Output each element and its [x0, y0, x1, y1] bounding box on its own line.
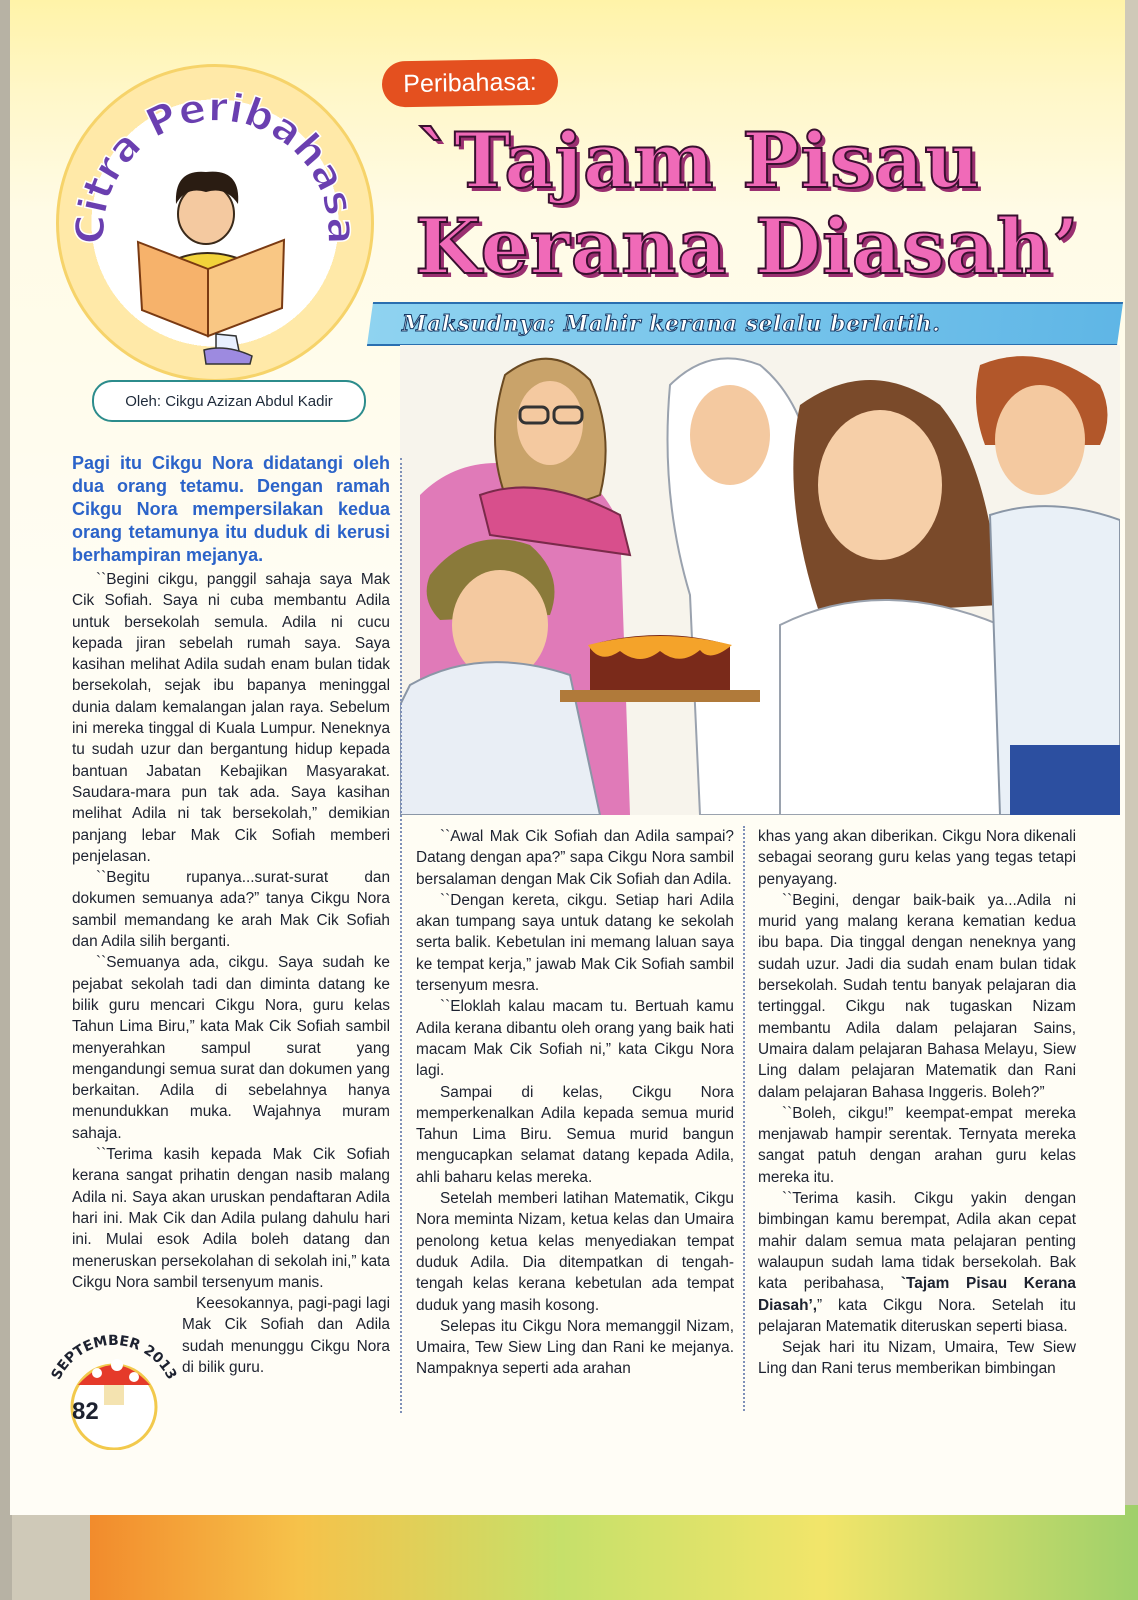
article-column-3 [758, 826, 1076, 1380]
paragraph: ``Terima kasih kepada Mak Cik Sofiah kerana sangat prihatin dengan nasib malang Adila ni. Saya akan uruskan pendaftaran Adila hari ini. Mak Cik dan Adila pulang dahulu hari ini. Mulai esok Adila boleh datang dan meneruskan persekolahan di sekolah ini,” kata Cikgu Nora sambil tersenyum manis. [72, 1146, 390, 1291]
paragraph: ``Begini cikgu, panggil sahaja saya Mak Cik Sofiah. Saya ni cuba membantu Adila untuk bersekolah semula. Adila ni cucu kepada jiran sebelah rumah saya. Saya kasihan melihat Adila sudah enam bulan tidak bersekolah, sejak ibu bapanya meninggal dunia dalam kemalangan jalan raya. Sebelum ini mereka tinggal di Kuala Lumpur. Neneknya tu sudah uzur dan bergantung hidup kepada bantuan Jabatan Kebajikan Masyarakat. Saudara-mara pun tak ada. Saya kasihan melihat Adila ni tak bersekolah,” demikian panjang lebar Mak Cik Sofiah memberi penjelasan. [72, 571, 390, 865]
paragraph: ``Dengan kereta, cikgu. Setiap hari Adila akan tumpang saya untuk datang ke sekolah serta balik. Kebetulan ini memang laluan saya ke tempat kerja,” jawab Mak Cik Sofiah sambil tersenyum mesra. [416, 891, 734, 995]
paragraph: Setelah memberi latihan Matematik, Cikgu Nora meminta Nizam, ketua kelas dan Umaira penolong ketua kelas menyediakan tempat duduk Adila. Dia ditempatkan di tengah-tengah kelas kerana kebetulan ada tempat duduk yang masih kosong. [416, 1190, 734, 1314]
paragraph: ``Boleh, cikgu!” keempat-empat mereka menjawab hampir serentak. Ternyata mereka sangat patuh dengan arahan guru kelas mereka itu. [758, 1104, 1076, 1186]
paragraph: ``Begitu rupanya...surat-surat dan dokumen semuanya ada?” tanya Cikgu Nora sambil memandang ke arah Mak Cik Sofiah dan Adila silih berganti. [72, 869, 390, 951]
proverb-quote: `Tajam Pisau Kerana Diasah’, [758, 1275, 1076, 1314]
paragraph: ``Semuanya ada, cikgu. Saya sudah ke pejabat sekolah tadi dan diminta datang ke bilik guru mencari Cikgu Nora, guru kelas Tahun Lima Biru,” kata Mak Cik Sofiah sambil menyerahkan sampul surat yang mengandungi semua surat dan dokumen yang berkaitan. Adila di sebelahnya hanya menundukkan muka. Wajahnya muram sahaja. [72, 954, 390, 1142]
reading-boy-icon [56, 64, 374, 382]
article-column-1 [72, 452, 390, 1378]
paragraph: Sampai di kelas, Cikgu Nora memperkenalkan Adila kepada semua murid Tahun Lima Biru. Semua murid bangun mengucapkan selamat datang kepada Adila, ahli baharu kelas mereka. [416, 1083, 734, 1186]
citra-peribahasa-logo [56, 64, 374, 382]
paragraph-part: ” kata Cikgu Nora. Setelah itu pelajaran Matematik diteruskan seperti biasa. [758, 1296, 1076, 1335]
page-number: 82 [72, 1398, 99, 1425]
cake-tray [560, 690, 760, 702]
svg-text:Citra Peribahasa: Citra Peribahasa [67, 84, 365, 245]
paragraph: Selepas itu Cikgu Nora memanggil Nizam, Umaira, Tew Siew Ling dan Rani ke mejanya. Nampaknya seperti ada arahan [416, 1317, 734, 1378]
column-divider-1 [400, 458, 402, 1413]
article-title [415, 118, 1115, 290]
paragraph [758, 1188, 1076, 1337]
section-tag: Peribahasa: [382, 58, 559, 107]
paragraph: khas yang akan diberikan. Cikgu Nora dikenali sebagai seorang guru kelas yang tegas tetapi penyayang. [758, 828, 1076, 888]
title-line-1: `Tajam Pisau [415, 116, 981, 205]
paragraph: ``Eloklah kalau macam tu. Bertuah kamu Adila kerana dibantu oleh orang yang baik hati macam Mak Cik Sofiah ni,” kata Cikgu Nora lagi. [416, 998, 734, 1080]
paragraph: ``Awal Mak Cik Sofiah dan Adila sampai? Datang dengan apa?” sapa Cikgu Nora sambil bersalaman dengan Mak Cik Sofiah dan Adila. [416, 828, 734, 888]
article-lead: Pagi itu Cikgu Nora didatangi oleh dua orang tetamu. Dengan ramah Cikgu Nora mempersilakan kedua orang tetamunya itu duduk di kerusi berhampiran mejanya. [72, 453, 390, 565]
paragraph: Sejak hari itu Nizam, Umaira, Tew Siew Ling dan Rani terus memberikan bimbingan [758, 1339, 1076, 1378]
title-line-2: Kerana Diasah’ [415, 202, 1080, 291]
byline: Oleh: Cikgu Azizan Abdul Kadir [92, 380, 366, 422]
magazine-page [10, 0, 1125, 1515]
paragraph: ``Begini, dengar baik-baik ya...Adila ni murid yang malang kerana kematian kedua ibu bapa. Dia tinggal dengan neneknya yang sudah uzur. Jadi dia sudah enam bulan tidak bersekolah. Sudah tentu banyak pelajaran dia tertinggal. Cikgu nak tugaskan Nizam membantu Adila dalam pelajaran Sains, Umaira dalam pelajaran Bahasa Melayu, Siew Ling dalam pelajaran Matematik dan Rani dalam pelajaran Bahasa Inggeris. Boleh?” [758, 891, 1076, 1101]
svg-text:SEPTEMBER 2013: SEPTEMBER 2013 [48, 1332, 180, 1383]
article-column-2 [416, 826, 734, 1380]
classroom-illustration [400, 345, 1120, 815]
paragraph-part: ``Terima kasih. Cikgu yakin dengan bimbingan kamu berempat, Adila akan cepat mahir dalam semua mata pelajaran penting walaupun sudah lama tidak bersekolah. Bak kata peribahasa, [758, 1190, 1076, 1293]
column-divider-2 [743, 826, 745, 1411]
issue-badge [42, 1325, 182, 1450]
proverb-meaning: Maksudnya: Mahir kerana selalu berlatih. [402, 311, 941, 337]
paragraph: Keesokannya, pagi-pagi lagi Mak Cik Sofiah dan Adila sudah menunggu Cikgu Nora di bilik guru. [182, 1295, 390, 1376]
next-page-strip [90, 1505, 1138, 1600]
